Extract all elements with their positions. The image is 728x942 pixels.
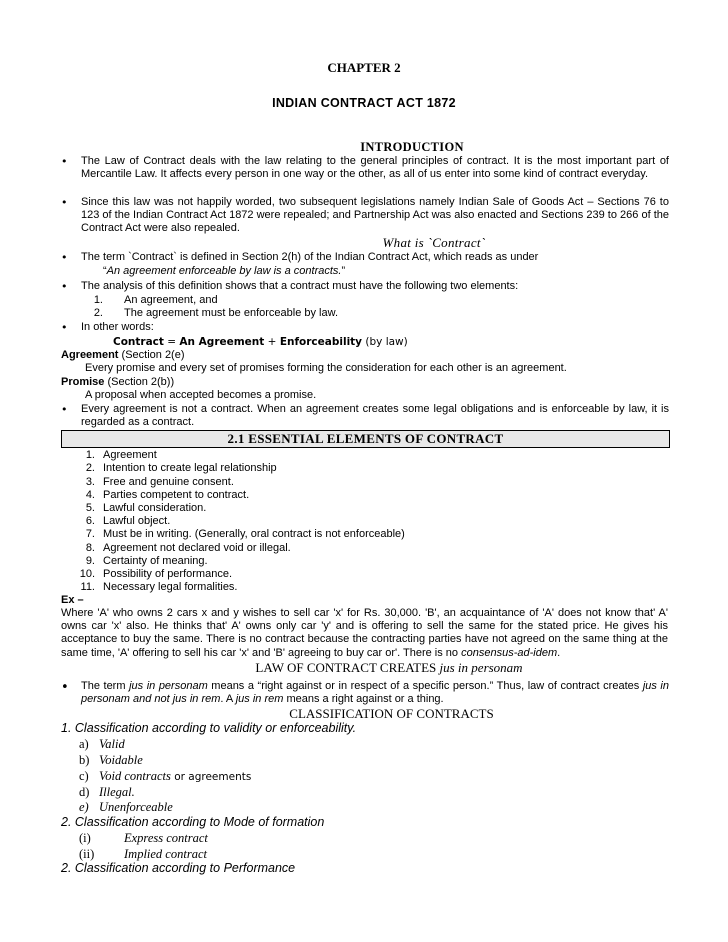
agreement-definition-text: Every promise and every set of promises forming the consideration for each other is an agreement. bbox=[85, 362, 567, 374]
item-text: Agreement not declared void or illegal. bbox=[103, 542, 291, 554]
promise-definition-text: A proposal when accepted becomes a promise. bbox=[85, 389, 317, 401]
example-end: . bbox=[557, 646, 561, 659]
analysis-text: The analysis of this definition shows that a contract must have the following two elements: bbox=[81, 280, 519, 292]
list-item bbox=[79, 737, 125, 752]
item-text: Implied contract bbox=[124, 847, 207, 861]
item-number: (i) bbox=[79, 831, 91, 845]
text-run-italic: jus in personam and not jus in rem bbox=[81, 680, 669, 705]
bullet-icon: • bbox=[61, 251, 68, 264]
item-number: 2. bbox=[93, 307, 103, 319]
class2-heading: 2. Classification according to Mode of formation bbox=[61, 815, 325, 829]
text-run: means a “right against or in respect of a specific person.” Thus, law of contract creates bbox=[207, 680, 643, 692]
classification-heading: CLASSIFICATION OF CONTRACTS bbox=[289, 706, 494, 721]
text-run: . A bbox=[220, 693, 236, 705]
formula-plus: + bbox=[267, 336, 277, 348]
bullet-icon: • bbox=[61, 321, 68, 334]
item-number: 3. bbox=[85, 476, 95, 488]
item-text: Certainty of meaning. bbox=[103, 555, 208, 567]
heading-italic: jus in personam bbox=[439, 660, 523, 675]
what-is-contract-heading: What is `Contract` bbox=[382, 235, 486, 250]
list-item bbox=[79, 785, 135, 800]
bullet-icon: • bbox=[61, 680, 69, 695]
item-number: e) bbox=[79, 800, 89, 814]
chapter-heading: CHAPTER 2 bbox=[327, 60, 401, 75]
item-text: Agreement bbox=[103, 449, 157, 461]
example-paragraph bbox=[61, 607, 668, 660]
term-section: (Section 2(b)) bbox=[107, 376, 175, 388]
act-title: INDIAN CONTRACT ACT 1872 bbox=[272, 96, 456, 110]
heading-text: LAW OF CONTRACT CREATES bbox=[255, 660, 440, 675]
quote-text: An agreement enforceable by law is a contracts. bbox=[106, 265, 342, 277]
agreement-definition-term bbox=[61, 349, 185, 362]
item-text: Necessary legal formalities. bbox=[103, 581, 238, 593]
item-text: An agreement, and bbox=[124, 294, 218, 306]
item-text-wrap bbox=[99, 769, 251, 785]
bullet-icon: • bbox=[61, 403, 68, 416]
item-number: 6. bbox=[85, 515, 95, 527]
item-text: Parties competent to contract. bbox=[103, 489, 250, 501]
example-text: Where 'A' who owns 2 cars x and y wishes to sell car 'x' for Rs. 30,000. 'B', an acquaintance of 'A' does not know that' A' owns car 'x' also. He thinks that' A' owns only car 'y' and is offering to sell the same for the stated price. He gives his acceptance to buy the same. There is no contract because the contracting parties have not agreed on the same thing at the same time, 'A' offering to sell his car 'x' and 'B' agreeing to buy car or'. There is no bbox=[61, 607, 668, 659]
item-number: 7. bbox=[85, 528, 95, 540]
item-text: Must be in writing. (Generally, oral contract is not enforceable) bbox=[103, 528, 405, 540]
item-text: Lawful consideration. bbox=[103, 502, 207, 514]
personam-paragraph bbox=[81, 680, 669, 706]
item-number: 11. bbox=[80, 581, 95, 593]
list-item bbox=[79, 753, 143, 768]
item-text: Valid bbox=[99, 737, 125, 751]
term-section: (Section 2(e) bbox=[121, 349, 185, 361]
formula-equals: = bbox=[167, 336, 177, 348]
intro-paragraph: Since this law was not happily worded, two subsequent legislations namely Indian Sale of Goods Act – Sections 76 to 123 of the Indian Contract Act 1872 were repealed; and Partnership Act was also enacted and Sections 239 to 266 of the Contract Act were also repealed. bbox=[81, 196, 669, 234]
item-text: Illegal. bbox=[99, 785, 135, 799]
text-run: The term bbox=[81, 680, 130, 692]
item-number: 4. bbox=[85, 489, 95, 501]
bullet-icon: • bbox=[61, 280, 68, 293]
text-run-italic: jus in personam bbox=[129, 680, 208, 692]
introduction-heading: INTRODUCTION bbox=[360, 140, 464, 154]
formula-enforceability: Enforceability bbox=[279, 336, 363, 348]
list-item bbox=[79, 831, 208, 846]
text-run: means a right against or a thing. bbox=[283, 693, 444, 705]
list-item bbox=[79, 847, 207, 862]
formula-contract: Contract bbox=[113, 336, 164, 348]
item-number: 1. bbox=[85, 449, 95, 461]
class3-heading: 2. Classification according to Performance bbox=[61, 861, 296, 875]
item-number: (ii) bbox=[79, 847, 95, 861]
not-contract-text: Every agreement is not a contract. When an agreement creates some legal obligations and is enforceable by law, it is regarded as a contract. bbox=[81, 403, 669, 428]
bullet-icon: • bbox=[61, 155, 68, 168]
item-number: d) bbox=[79, 785, 90, 799]
item-text: Possibility of performance. bbox=[103, 568, 232, 580]
definition-quote bbox=[103, 265, 345, 278]
class1-heading: 1. Classification according to validity or enforceability. bbox=[61, 721, 357, 735]
example-italic: consensus-ad-idem bbox=[461, 646, 558, 659]
item-number: 2. bbox=[85, 462, 95, 474]
quote-open: “ bbox=[103, 265, 107, 277]
item-text: Lawful object. bbox=[103, 515, 171, 527]
list-item bbox=[79, 769, 252, 784]
term-definition-text: The term `Contract` is defined in Section 2(h) of the Indian Contract Act, which reads as under bbox=[81, 251, 539, 263]
item-number: 10. bbox=[79, 568, 95, 580]
item-number: 8. bbox=[85, 542, 95, 554]
item-text: Voidable bbox=[99, 753, 143, 767]
term-label: Agreement bbox=[61, 349, 119, 361]
item-text: Free and genuine consent. bbox=[103, 476, 234, 488]
other-words-text: In other words: bbox=[81, 321, 154, 333]
personam-heading bbox=[0, 660, 728, 676]
contract-formula bbox=[113, 336, 408, 349]
essential-elements-heading: 2.1 ESSENTIAL ELEMENTS OF CONTRACT bbox=[227, 431, 504, 446]
item-number: 1. bbox=[93, 294, 103, 306]
term-label: Promise bbox=[61, 376, 105, 388]
text-run-italic: jus in rem bbox=[235, 693, 284, 705]
list-item bbox=[79, 800, 173, 815]
intro-paragraph: The Law of Contract deals with the law relating to the general principles of contract. It is the most important part of Mercantile Law. It affects every person in one way or the other, as all of us enter into some kind of contract everyday. bbox=[81, 155, 669, 180]
example-label: Ex – bbox=[61, 594, 84, 606]
promise-definition-term bbox=[61, 376, 174, 389]
item-text: Express contract bbox=[124, 831, 208, 845]
item-text: The agreement must be enforceable by law. bbox=[124, 307, 339, 319]
formula-by-law: (by law) bbox=[365, 336, 408, 348]
quote-close: ” bbox=[341, 265, 346, 277]
item-number: a) bbox=[79, 737, 89, 751]
item-number: 5. bbox=[85, 502, 95, 514]
item-number: c) bbox=[79, 769, 89, 783]
bullet-icon: • bbox=[61, 196, 68, 209]
item-suffix: or agreements bbox=[170, 771, 252, 783]
item-number: 9. bbox=[85, 555, 95, 567]
item-text: Void contracts bbox=[99, 769, 171, 783]
item-text: Intention to create legal relationship bbox=[103, 462, 277, 474]
formula-agreement: An Agreement bbox=[179, 336, 265, 348]
item-text: Unenforceable bbox=[99, 800, 173, 814]
item-number: b) bbox=[79, 753, 90, 767]
